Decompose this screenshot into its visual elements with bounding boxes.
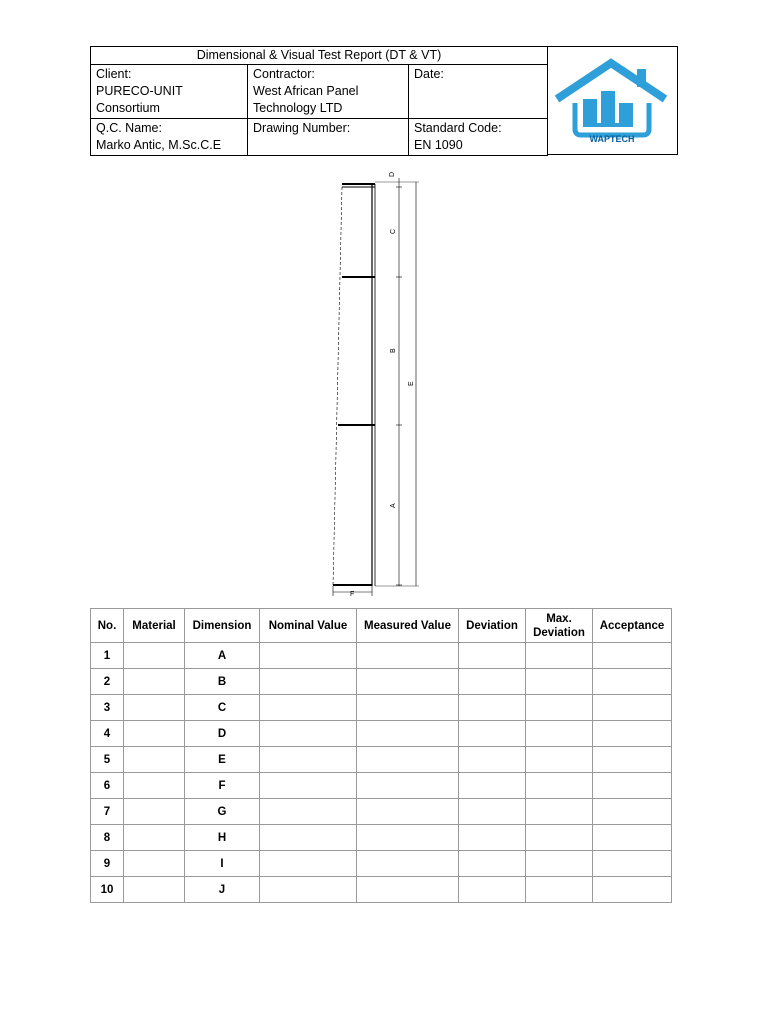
cell-material[interactable] (124, 721, 185, 747)
contractor-label: Contractor: (253, 67, 315, 81)
header-table (90, 46, 548, 156)
cell-nominal-value[interactable] (260, 669, 357, 695)
col-deviation: Deviation (459, 609, 526, 643)
cell-acceptance[interactable] (593, 877, 672, 903)
cell-no: 5 (91, 747, 124, 773)
cell-dimension: D (185, 721, 260, 747)
cell-no: 3 (91, 695, 124, 721)
cell-nominal-value[interactable] (260, 721, 357, 747)
cell-material[interactable] (124, 773, 185, 799)
cell-material[interactable] (124, 747, 185, 773)
table-header-row (91, 609, 672, 643)
cell-acceptance[interactable] (593, 721, 672, 747)
client-label: Client: (96, 67, 132, 81)
cell-material[interactable] (124, 799, 185, 825)
cell-acceptance[interactable] (593, 669, 672, 695)
cell-nominal-value[interactable] (260, 799, 357, 825)
logo-text: WAPTECH (589, 134, 635, 144)
cell-deviation[interactable] (459, 877, 526, 903)
qc-cell (91, 119, 248, 156)
cell-deviation[interactable] (459, 643, 526, 669)
cell-deviation[interactable] (459, 669, 526, 695)
report-title-text: Dimensional & Visual Test Report (DT & VT) (196, 48, 442, 62)
table-row (91, 877, 672, 903)
cell-measured-value[interactable] (357, 799, 459, 825)
table-body (91, 643, 672, 903)
col-dimension: Dimension (185, 609, 260, 643)
cell-dimension: E (185, 747, 260, 773)
cell-max-deviation[interactable] (526, 747, 593, 773)
standard-code-cell (409, 119, 548, 156)
col-material: Material (124, 609, 185, 643)
cell-dimension: C (185, 695, 260, 721)
qc-value: Marko Antic, M.Sc.C.E (96, 138, 222, 152)
cell-material[interactable] (124, 877, 185, 903)
cell-acceptance[interactable] (593, 747, 672, 773)
table-row (91, 643, 672, 669)
standard-code-value: EN 1090 (414, 138, 463, 152)
col-acceptance: Acceptance (593, 609, 672, 643)
logo-box (547, 46, 678, 155)
client-value-line2: Consortium (96, 101, 160, 115)
cell-material[interactable] (124, 825, 185, 851)
cell-deviation[interactable] (459, 825, 526, 851)
cell-acceptance[interactable] (593, 643, 672, 669)
col-max-deviation (526, 609, 593, 643)
cell-measured-value[interactable] (357, 695, 459, 721)
cell-material[interactable] (124, 851, 185, 877)
cell-dimension: I (185, 851, 260, 877)
client-cell (91, 65, 248, 119)
cell-measured-value[interactable] (357, 747, 459, 773)
cell-acceptance[interactable] (593, 851, 672, 877)
cell-measured-value[interactable] (357, 669, 459, 695)
cell-nominal-value[interactable] (260, 695, 357, 721)
cell-no: 4 (91, 721, 124, 747)
cell-dimension: H (185, 825, 260, 851)
dim-label-d: D (389, 171, 396, 177)
contractor-value-line1: West African Panel (253, 84, 359, 98)
table-row (91, 773, 672, 799)
cell-max-deviation[interactable] (526, 643, 593, 669)
cell-deviation[interactable] (459, 851, 526, 877)
cell-acceptance[interactable] (593, 799, 672, 825)
table-row (91, 825, 672, 851)
cell-no: 10 (91, 877, 124, 903)
cell-max-deviation[interactable] (526, 877, 593, 903)
cell-material[interactable] (124, 669, 185, 695)
cell-no: 9 (91, 851, 124, 877)
date-cell (409, 65, 548, 119)
table-row (91, 695, 672, 721)
cell-measured-value[interactable] (357, 643, 459, 669)
cell-nominal-value[interactable] (260, 643, 357, 669)
date-label: Date: (414, 67, 444, 81)
contractor-cell (248, 65, 409, 119)
cell-nominal-value[interactable] (260, 747, 357, 773)
dim-label-e: E (408, 381, 415, 386)
cell-dimension: J (185, 877, 260, 903)
cell-deviation[interactable] (459, 799, 526, 825)
cell-no: 2 (91, 669, 124, 695)
qc-label: Q.C. Name: (96, 121, 162, 135)
cell-deviation[interactable] (459, 721, 526, 747)
col-nominal: Nominal Value (260, 609, 357, 643)
table-row (91, 747, 672, 773)
cell-nominal-value[interactable] (260, 851, 357, 877)
cell-no: 1 (91, 643, 124, 669)
technical-drawing (320, 168, 430, 600)
cell-max-deviation[interactable] (526, 721, 593, 747)
drawing-number-label: Drawing Number: (253, 121, 351, 135)
cell-no: 6 (91, 773, 124, 799)
cell-measured-value[interactable] (357, 877, 459, 903)
test-table (90, 608, 672, 903)
cell-measured-value[interactable] (357, 721, 459, 747)
cell-max-deviation[interactable] (526, 825, 593, 851)
cell-deviation[interactable] (459, 773, 526, 799)
col-max-deviation-line2: Deviation (533, 626, 585, 639)
cell-measured-value[interactable] (357, 825, 459, 851)
drawing-number-cell (248, 119, 409, 156)
house-logo-icon (547, 47, 677, 154)
cell-dimension: F (185, 773, 260, 799)
cell-acceptance[interactable] (593, 773, 672, 799)
cell-measured-value[interactable] (357, 851, 459, 877)
cell-max-deviation[interactable] (526, 773, 593, 799)
table-row (91, 851, 672, 877)
cell-measured-value[interactable] (357, 773, 459, 799)
col-no: No. (91, 609, 124, 643)
cell-deviation[interactable] (459, 747, 526, 773)
cell-dimension: G (185, 799, 260, 825)
contractor-value-line2: Technology LTD (253, 101, 343, 115)
dim-label-c: C (390, 228, 397, 234)
cell-no: 7 (91, 799, 124, 825)
cell-deviation[interactable] (459, 695, 526, 721)
cell-nominal-value[interactable] (260, 825, 357, 851)
standard-code-label: Standard Code: (414, 121, 502, 135)
dim-label-a: A (390, 503, 397, 508)
cell-dimension: B (185, 669, 260, 695)
dim-label-f: F (350, 591, 355, 598)
table-row (91, 669, 672, 695)
dim-label-b: B (390, 348, 397, 353)
cell-max-deviation[interactable] (526, 799, 593, 825)
cell-material[interactable] (124, 643, 185, 669)
report-header (90, 46, 678, 155)
cell-max-deviation[interactable] (526, 851, 593, 877)
col-max-deviation-line1: Max. (546, 612, 572, 625)
cell-max-deviation[interactable] (526, 695, 593, 721)
report-title (91, 47, 548, 65)
cell-nominal-value[interactable] (260, 773, 357, 799)
cell-acceptance[interactable] (593, 825, 672, 851)
table-row (91, 721, 672, 747)
col-measured: Measured Value (357, 609, 459, 643)
cell-no: 8 (91, 825, 124, 851)
cell-max-deviation[interactable] (526, 669, 593, 695)
cell-acceptance[interactable] (593, 695, 672, 721)
cell-material[interactable] (124, 695, 185, 721)
cell-nominal-value[interactable] (260, 877, 357, 903)
table-row (91, 799, 672, 825)
cell-dimension: A (185, 643, 260, 669)
client-value-line1: PURECO-UNIT (96, 84, 183, 98)
